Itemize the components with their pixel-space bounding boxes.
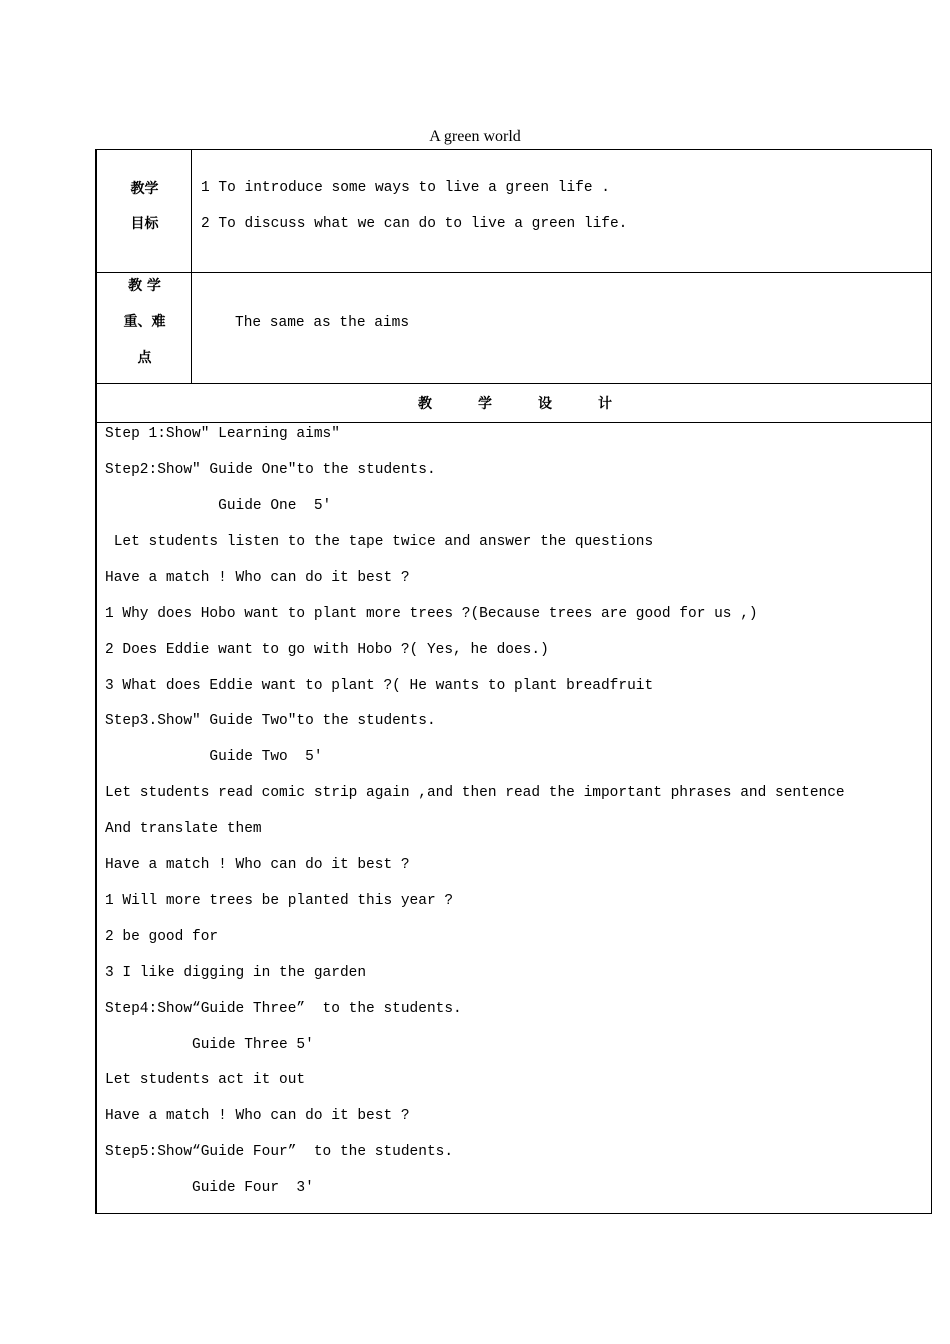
- step-line-15: 2 be good for: [105, 929, 219, 945]
- step-line-12: And translate them: [105, 821, 262, 837]
- step-line-19: Let students act it out: [105, 1072, 306, 1088]
- key-points-text: The same as the aims: [235, 315, 410, 331]
- step-line-11: Let students read comic strip again ,and then read the important phrases and sentence: [105, 785, 845, 801]
- step-line-20: Have a match ! Who can do it best ?: [105, 1108, 410, 1124]
- teaching-aims-row: [97, 150, 931, 273]
- step-line-13: Have a match ! Who can do it best ?: [105, 857, 410, 873]
- step-line-10: Guide Two 5′: [105, 749, 323, 765]
- step-line-5: Have a match ! Who can do it best ?: [105, 570, 410, 586]
- aim-item-2: 2 To discuss what we can do to live a green life.: [201, 216, 628, 232]
- design-header-char-1: 教: [418, 396, 432, 412]
- step-line-3: Guide One 5′: [105, 498, 332, 514]
- step-line-21: Step5:Show“Guide Four” to the students.: [105, 1144, 454, 1160]
- key-difficult-points-label: [97, 273, 192, 383]
- teaching-aims-label-line-1: 教学: [130, 181, 159, 197]
- page-title: A green world: [429, 128, 521, 145]
- design-header-char-4: 计: [598, 396, 612, 412]
- aim-item-1: 1 To introduce some ways to live a green life .: [201, 180, 610, 196]
- step-line-14: 1 Will more trees be planted this year ?: [105, 893, 454, 909]
- step-line-2: Step2:Show" Guide One"to the students.: [105, 462, 436, 478]
- step-line-6: 1 Why does Hobo want to plant more trees ?(Because trees are good for us ,): [105, 606, 758, 622]
- design-header-char-2: 学: [478, 396, 492, 412]
- key-points-label-line-3: 点: [137, 350, 152, 366]
- step-line-7: 2 Does Eddie want to go with Hobo ?( Yes, he does.): [105, 642, 549, 658]
- key-points-label-line-1: 教 学: [128, 278, 161, 294]
- teaching-steps: [105, 424, 931, 1196]
- step-line-1: Step 1:Show" Learning aims": [105, 426, 340, 442]
- teaching-design-header-row: [97, 384, 931, 423]
- step-line-18: Guide Three 5′: [105, 1037, 314, 1053]
- step-line-16: 3 I like digging in the garden: [105, 965, 367, 981]
- design-header-char-3: 设: [538, 396, 552, 412]
- teaching-aims-label-line-2: 目标: [130, 216, 159, 232]
- lesson-plan-table: [95, 149, 932, 1214]
- teaching-aims-label: [97, 150, 192, 272]
- step-line-4: Let students listen to the tape twice and answer the questions: [105, 534, 654, 550]
- key-points-label-line-2: 重、难: [123, 314, 166, 330]
- step-line-9: Step3.Show" Guide Two"to the students.: [105, 713, 436, 729]
- step-line-22: Guide Four 3′: [105, 1180, 314, 1196]
- teaching-design-header: [97, 384, 931, 422]
- step-line-17: Step4:Show“Guide Three” to the students.: [105, 1001, 462, 1017]
- step-line-8: 3 What does Eddie want to plant ?( He wants to plant breadfruit: [105, 678, 654, 694]
- key-difficult-points-row: [97, 273, 931, 384]
